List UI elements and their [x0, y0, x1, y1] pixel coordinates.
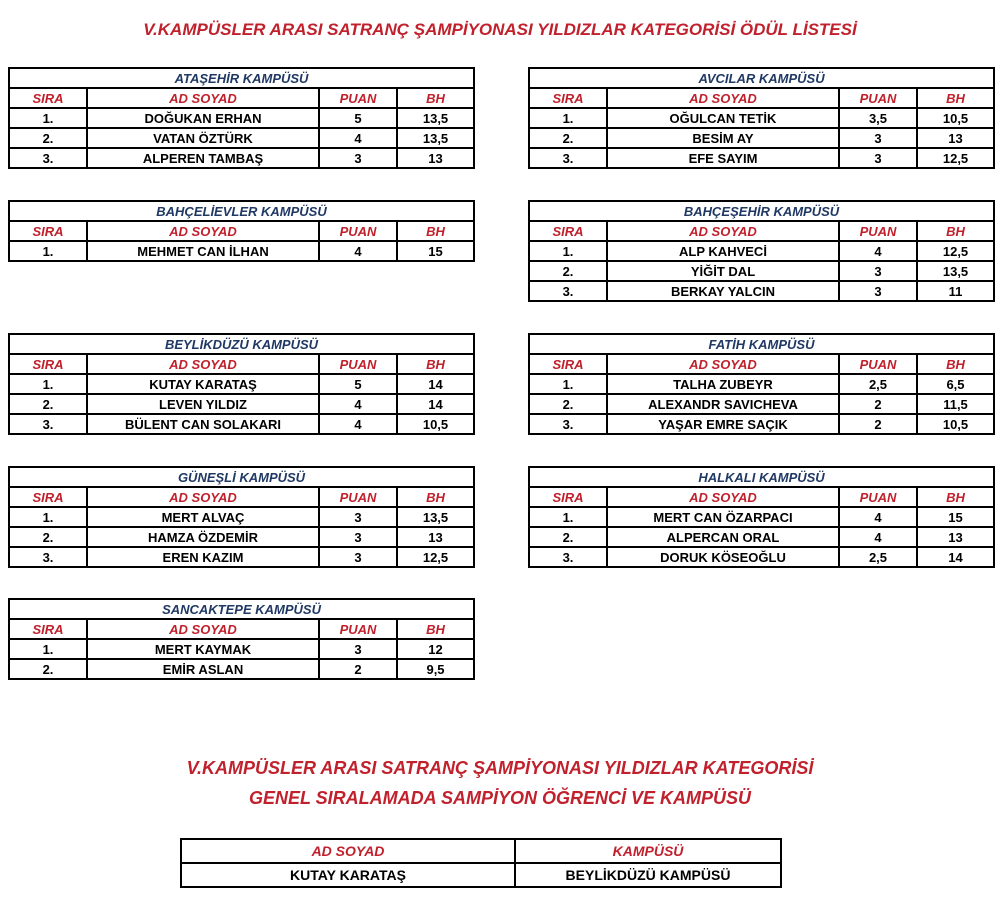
col-rank: SIRA — [529, 354, 607, 374]
campus-name: BEYLİKDÜZÜ KAMPÜSÜ — [9, 334, 474, 354]
rank-cell: 2. — [529, 128, 607, 148]
col-rank: SIRA — [9, 88, 87, 108]
rank-cell: 1. — [529, 241, 607, 261]
col-rank: SIRA — [529, 88, 607, 108]
points-cell: 4 — [319, 394, 397, 414]
col-points: PUAN — [839, 487, 917, 507]
col-bh: BH — [917, 487, 994, 507]
bh-cell: 13,5 — [397, 108, 474, 128]
name-cell: TALHA ZUBEYR — [607, 374, 839, 394]
table-row — [529, 108, 994, 128]
name-cell: EREN KAZIM — [87, 547, 319, 567]
col-points: PUAN — [839, 221, 917, 241]
col-name: AD SOYAD — [87, 88, 319, 108]
rank-cell: 3. — [9, 148, 87, 168]
table-row — [9, 108, 474, 128]
table-row — [529, 394, 994, 414]
campus-table-avcilar — [528, 67, 995, 169]
campus-name: BAHÇELİEVLER KAMPÜSÜ — [9, 201, 474, 221]
champion-campus: BEYLİKDÜZÜ KAMPÜSÜ — [515, 863, 781, 887]
points-cell: 3 — [319, 639, 397, 659]
col-bh: BH — [397, 221, 474, 241]
bh-cell: 13,5 — [397, 507, 474, 527]
table-row — [529, 148, 994, 168]
rank-cell: 3. — [529, 547, 607, 567]
champion-name: KUTAY KARATAŞ — [181, 863, 515, 887]
name-cell: VATAN ÖZTÜRK — [87, 128, 319, 148]
name-cell: KUTAY KARATAŞ — [87, 374, 319, 394]
col-name: AD SOYAD — [607, 221, 839, 241]
col-points: PUAN — [839, 354, 917, 374]
table-row — [9, 659, 474, 679]
rank-cell: 3. — [9, 547, 87, 567]
col-rank: SIRA — [9, 487, 87, 507]
points-cell: 3 — [319, 527, 397, 547]
name-cell: MEHMET CAN İLHAN — [87, 241, 319, 261]
points-cell: 4 — [839, 527, 917, 547]
table-row — [529, 374, 994, 394]
bh-cell: 14 — [397, 374, 474, 394]
col-name: AD SOYAD — [607, 354, 839, 374]
table-row — [9, 527, 474, 547]
rank-cell: 2. — [9, 527, 87, 547]
rank-cell: 1. — [529, 374, 607, 394]
bh-cell: 12,5 — [917, 241, 994, 261]
table-row — [529, 241, 994, 261]
campus-table-bahcelievler — [8, 200, 475, 262]
bh-cell: 12,5 — [397, 547, 474, 567]
points-cell: 2,5 — [839, 547, 917, 567]
table-row — [9, 374, 474, 394]
name-cell: ALPERCAN ORAL — [607, 527, 839, 547]
name-cell: OĞULCAN TETİK — [607, 108, 839, 128]
bh-cell: 13 — [917, 527, 994, 547]
name-cell: ALEXANDR SAVICHEVA — [607, 394, 839, 414]
rank-cell: 2. — [9, 659, 87, 679]
bh-cell: 6,5 — [917, 374, 994, 394]
campus-table-beylikduzu — [8, 333, 475, 435]
table-row — [9, 639, 474, 659]
rank-cell: 1. — [9, 374, 87, 394]
table-row — [9, 148, 474, 168]
col-points: PUAN — [319, 487, 397, 507]
points-cell: 3,5 — [839, 108, 917, 128]
col-name: AD SOYAD — [607, 487, 839, 507]
points-cell: 3 — [839, 261, 917, 281]
col-bh: BH — [397, 88, 474, 108]
points-cell: 4 — [839, 241, 917, 261]
points-cell: 5 — [319, 108, 397, 128]
bh-cell: 10,5 — [917, 108, 994, 128]
table-row — [9, 128, 474, 148]
name-cell: EFE SAYIM — [607, 148, 839, 168]
table-row — [529, 527, 994, 547]
table-row — [529, 261, 994, 281]
points-cell: 2,5 — [839, 374, 917, 394]
bh-cell: 15 — [397, 241, 474, 261]
rank-cell: 3. — [9, 414, 87, 434]
bh-cell: 13,5 — [917, 261, 994, 281]
points-cell: 3 — [839, 128, 917, 148]
name-cell: YAŞAR EMRE SAÇIK — [607, 414, 839, 434]
points-cell: 3 — [319, 148, 397, 168]
campus-table-sancaktepe — [8, 598, 475, 680]
rank-cell: 3. — [529, 148, 607, 168]
bh-cell: 10,5 — [397, 414, 474, 434]
name-cell: EMİR ASLAN — [87, 659, 319, 679]
col-points: PUAN — [839, 88, 917, 108]
rank-cell: 2. — [9, 128, 87, 148]
table-row — [529, 281, 994, 301]
page-title: V.KAMPÜSLER ARASI SATRANÇ ŞAMPİYONASI YILDIZLAR KATEGORİSİ ÖDÜL LİSTESİ — [143, 20, 857, 39]
name-cell: BESİM AY — [607, 128, 839, 148]
name-cell: DOĞUKAN ERHAN — [87, 108, 319, 128]
table-row — [529, 507, 994, 527]
rank-cell: 2. — [529, 261, 607, 281]
points-cell: 3 — [319, 547, 397, 567]
table-row — [181, 863, 781, 887]
campus-name: BAHÇEŞEHİR KAMPÜSÜ — [529, 201, 994, 221]
bh-cell: 11 — [917, 281, 994, 301]
campus-table-halkali — [528, 466, 995, 568]
rank-cell: 1. — [529, 108, 607, 128]
campus-name: SANCAKTEPE KAMPÜSÜ — [9, 599, 474, 619]
table-row — [529, 414, 994, 434]
col-bh: BH — [917, 221, 994, 241]
points-cell: 4 — [319, 414, 397, 434]
col-points: PUAN — [319, 619, 397, 639]
col-rank: SIRA — [9, 221, 87, 241]
campus-name: AVCILAR KAMPÜSÜ — [529, 68, 994, 88]
champion-title-line1: V.KAMPÜSLER ARASI SATRANÇ ŞAMPİYONASI YILDIZLAR KATEGORİSİ — [186, 758, 814, 778]
bh-cell: 15 — [917, 507, 994, 527]
points-cell: 4 — [839, 507, 917, 527]
table-row — [9, 414, 474, 434]
name-cell: ALP KAHVECİ — [607, 241, 839, 261]
campus-name: HALKALI KAMPÜSÜ — [529, 467, 994, 487]
col-points: PUAN — [319, 221, 397, 241]
table-row — [529, 547, 994, 567]
table-row — [9, 394, 474, 414]
rank-cell: 2. — [9, 394, 87, 414]
bh-cell: 10,5 — [917, 414, 994, 434]
campus-table-bahcesehir — [528, 200, 995, 302]
table-row — [9, 507, 474, 527]
col-points: PUAN — [319, 354, 397, 374]
campus-name: FATİH KAMPÜSÜ — [529, 334, 994, 354]
points-cell: 4 — [319, 241, 397, 261]
rank-cell: 1. — [529, 507, 607, 527]
name-cell: ALPEREN TAMBAŞ — [87, 148, 319, 168]
table-row — [529, 128, 994, 148]
col-champion-campus: KAMPÜSÜ — [515, 839, 781, 863]
col-champion-name: AD SOYAD — [181, 839, 515, 863]
name-cell: BÜLENT CAN SOLAKARI — [87, 414, 319, 434]
col-bh: BH — [397, 354, 474, 374]
name-cell: BERKAY YALCIN — [607, 281, 839, 301]
bh-cell: 13 — [917, 128, 994, 148]
col-rank: SIRA — [529, 487, 607, 507]
campus-name: GÜNEŞLİ KAMPÜSÜ — [9, 467, 474, 487]
col-rank: SIRA — [9, 619, 87, 639]
bh-cell: 12,5 — [917, 148, 994, 168]
table-row — [9, 241, 474, 261]
points-cell: 3 — [319, 507, 397, 527]
name-cell: YİĞİT DAL — [607, 261, 839, 281]
champion-title-line2: GENEL SIRALAMADA SAMPİYON ÖĞRENCİ VE KAMPÜSÜ — [248, 788, 752, 808]
col-points: PUAN — [319, 88, 397, 108]
col-name: AD SOYAD — [87, 487, 319, 507]
bh-cell: 13,5 — [397, 128, 474, 148]
bh-cell: 13 — [397, 148, 474, 168]
campus-table-atasehir — [8, 67, 475, 169]
name-cell: DORUK KÖSEOĞLU — [607, 547, 839, 567]
rank-cell: 2. — [529, 527, 607, 547]
bh-cell: 14 — [917, 547, 994, 567]
col-name: AD SOYAD — [87, 354, 319, 374]
name-cell: MERT KAYMAK — [87, 639, 319, 659]
campus-name: ATAŞEHİR KAMPÜSÜ — [9, 68, 474, 88]
rank-cell: 3. — [529, 281, 607, 301]
points-cell: 5 — [319, 374, 397, 394]
rank-cell: 1. — [9, 241, 87, 261]
name-cell: LEVEN YILDIZ — [87, 394, 319, 414]
campus-table-gunesli — [8, 466, 475, 568]
bh-cell: 11,5 — [917, 394, 994, 414]
champion-table — [180, 838, 782, 888]
bh-cell: 12 — [397, 639, 474, 659]
rank-cell: 1. — [9, 639, 87, 659]
rank-cell: 3. — [529, 414, 607, 434]
rank-cell: 1. — [9, 108, 87, 128]
points-cell: 2 — [839, 394, 917, 414]
points-cell: 4 — [319, 128, 397, 148]
points-cell: 3 — [839, 281, 917, 301]
points-cell: 2 — [839, 414, 917, 434]
bh-cell: 14 — [397, 394, 474, 414]
col-name: AD SOYAD — [87, 221, 319, 241]
col-rank: SIRA — [529, 221, 607, 241]
col-bh: BH — [397, 619, 474, 639]
rank-cell: 2. — [529, 394, 607, 414]
col-name: AD SOYAD — [607, 88, 839, 108]
bh-cell: 9,5 — [397, 659, 474, 679]
points-cell: 3 — [839, 148, 917, 168]
table-row — [9, 547, 474, 567]
col-bh: BH — [397, 487, 474, 507]
name-cell: HAMZA ÖZDEMİR — [87, 527, 319, 547]
col-bh: BH — [917, 354, 994, 374]
col-bh: BH — [917, 88, 994, 108]
bh-cell: 13 — [397, 527, 474, 547]
col-name: AD SOYAD — [87, 619, 319, 639]
name-cell: MERT CAN ÖZARPACI — [607, 507, 839, 527]
campus-table-fatih — [528, 333, 995, 435]
rank-cell: 1. — [9, 507, 87, 527]
col-rank: SIRA — [9, 354, 87, 374]
name-cell: MERT ALVAÇ — [87, 507, 319, 527]
points-cell: 2 — [319, 659, 397, 679]
